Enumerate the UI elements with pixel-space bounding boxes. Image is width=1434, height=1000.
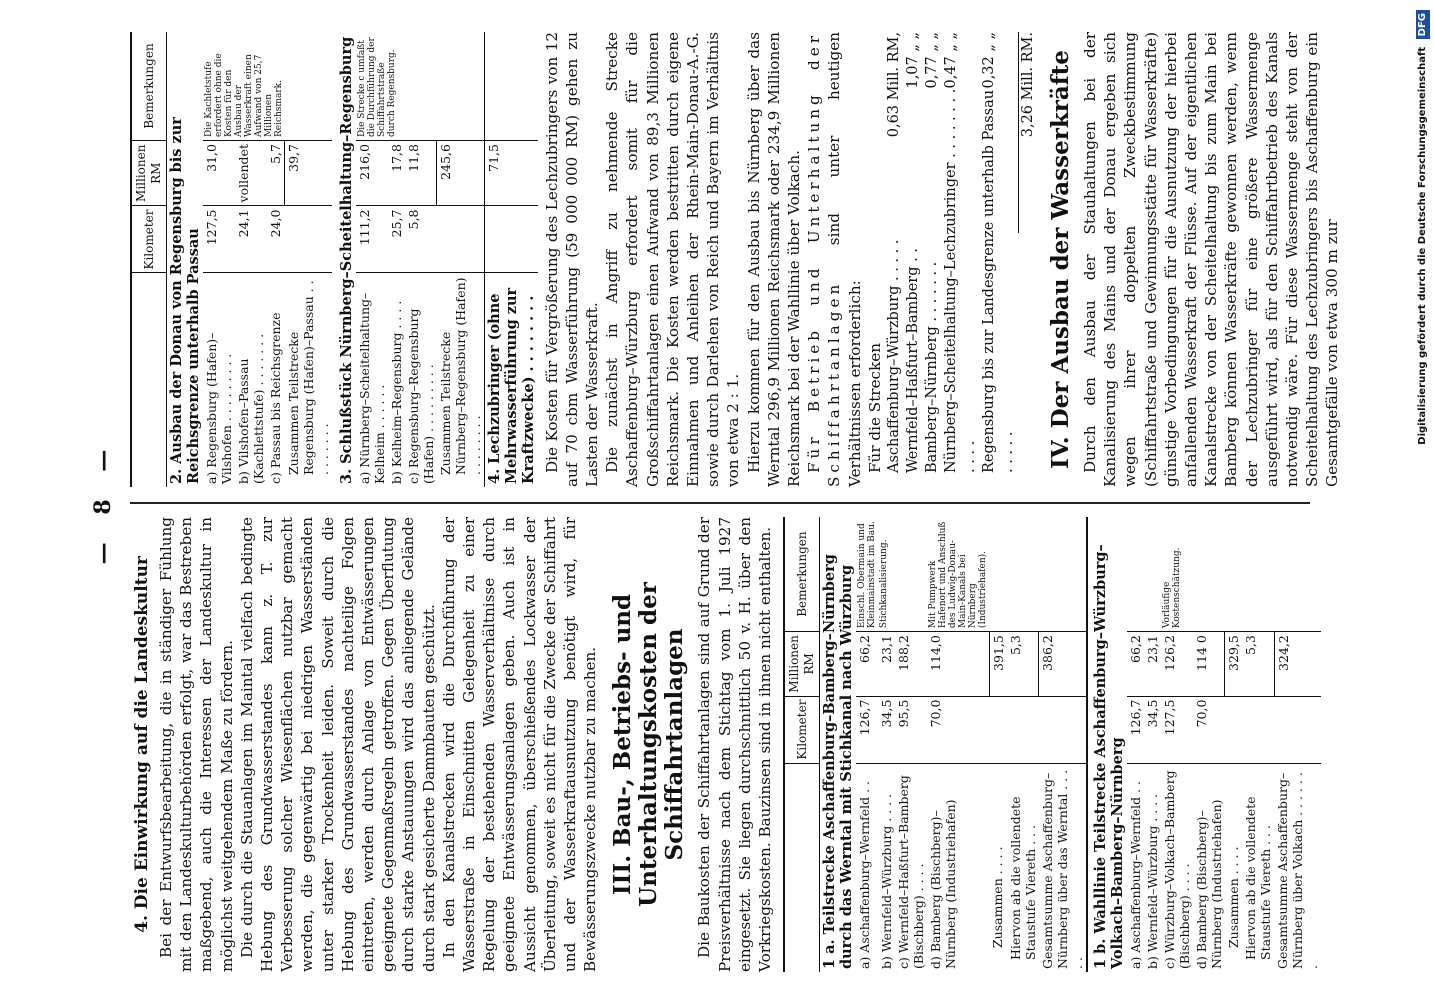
col-header-label	[784, 763, 820, 972]
cost-total: 3,26 Mill. RM.	[1018, 32, 1038, 233]
paragraph: Hierzu kommen für den Ausbau bis Nürnberg über das Werntal 296,9 Millionen Reichsmark oder 234,9 Millionen Reichsmark bei der Wahllinie über Volkach.	[744, 32, 803, 487]
row-mio: 5,7	[267, 141, 285, 206]
list-item-label: Nürnberg–Scheitelhaltung–Lechzubringer . . . . . . . . . . . .	[942, 88, 978, 473]
minus-label: Hiervon ab die vollendete Staustufe Viereth . . .	[1243, 796, 1274, 960]
sum-label: Zusammen . . . .	[1225, 846, 1241, 948]
row-mio: 11,8	[405, 141, 437, 206]
total-label: Gesamtsumme Aschaffenburg–Nürnberg über das Werntal . . . . .	[1039, 769, 1085, 969]
table-section-title: 1 b. Wahllinie Teilstrecke Aschaffenburg–Würzburg–Volkach–Bamberg–Nürnberg	[1087, 517, 1127, 972]
table-row-total	[1039, 517, 1087, 972]
total-label: Zusammen Teilstrecke Nürnberg–Regensburg (Hafen) . . . . . . . .	[437, 277, 483, 475]
row-label: b) Kelheim–Regensburg . . . .	[388, 300, 404, 484]
col-header-remarks: Bemerkungen	[784, 517, 820, 632]
list-item	[942, 32, 980, 473]
minus-value: 5,3	[1007, 632, 1039, 696]
row-label: c) Passau bis Reichsgrenze	[268, 312, 283, 484]
document-page	[90, 32, 1342, 972]
list-item	[885, 32, 904, 473]
table-row	[1127, 517, 1144, 972]
row-km: 34,5	[1144, 696, 1161, 763]
section-heading-landeskultur: 4. Die Einwirkung auf die Landeskultur	[132, 556, 152, 933]
row-label: a) Aschaffenburg–Wernfeld . .	[1127, 780, 1143, 969]
operating-cost-list	[885, 32, 1038, 487]
total-value: 245,6	[437, 141, 485, 206]
column-divider	[130, 502, 1310, 504]
table-row-minus	[1007, 517, 1039, 972]
row-mio: 188,2	[895, 632, 927, 696]
row-label: d) Bamberg (Bischberg)–Nürnberg (Industriehafen)	[928, 799, 959, 969]
table-section-title: 1 a. Teilstrecke Aschaffenburg–Bamberg–Nürnberg durch das Werntal mit Stichkanal nach Würzburg	[821, 554, 856, 969]
row-label: b) Wernfeld–Würzburg . . . .	[1144, 793, 1160, 969]
table-row	[356, 32, 388, 487]
row-mio: 114 0	[1193, 632, 1225, 696]
row-km: 126,7	[1127, 696, 1144, 763]
list-item-label: Regensburg bis zur Landesgrenze unterhalb Passau . . . . .	[980, 89, 1016, 473]
table-row-minus	[1242, 517, 1274, 972]
spaced-text: Für Betrieb und Unterhaltung der Schiffahrtanlagen	[805, 32, 844, 487]
row-mio: 23,1	[1144, 632, 1161, 696]
table-row	[927, 517, 989, 972]
sum-value: 329,5	[1225, 632, 1243, 696]
minus-value: 5,3	[1242, 632, 1274, 696]
section-heading-wasserkraefte: IV. Der Ausbau der Wasserkräfte	[1046, 50, 1074, 469]
col-header-label	[131, 273, 167, 487]
paragraph-rest: sind unter heutigen Verhältnissen erforderlich:	[825, 32, 864, 487]
cost-table-1a	[783, 517, 1321, 972]
row-label: a) Aschaffenburg–Wernfeld . .	[857, 780, 873, 969]
paragraph: In den Kanalstrecken wird die Durchführung der Wasserstraße in Einschnitten Gelegenheit zu einer Regelung der bestehenden Wasserverhältnisse durch geeignete Entwässerungsanlagen geben. Auch ist in Aussicht genommen, überschießendes Lockwasser der Überleitung, soweit es nicht für die Zwecke der Schiffahrt und der Wasserkraftausnutzung benötigt wird, für Bewässerungszwecke nutzbar zu machen.	[439, 517, 600, 972]
digitization-note-text: Digitalisierung gefördert durch die Deutsche Forschungsgemeinschaft	[1417, 46, 1428, 445]
table-row-sum	[1225, 517, 1243, 972]
digitization-note-text-wrap	[1412, 0, 1434, 1000]
row-km: 70,0	[927, 696, 989, 763]
row-remark	[895, 517, 927, 632]
sum-label: Zusammen . . . .	[990, 846, 1006, 948]
paragraph: Die Baukosten der Schiffahrtanlagen sind auf Grund der Preisverhältnisse nach dem Stichtag vom 1. Juli 1927 eingesetzt. Sie liegen durchschnittlich 50 v. H. über den Vorkriegskosten. Bauzinsen sind in ihnen nicht enthalten.	[695, 517, 775, 972]
table-row	[856, 517, 878, 972]
list-item	[904, 32, 923, 473]
col-header-remarks: Bemerkungen	[131, 32, 167, 141]
paragraph: Die zunächst in Angriff zu nehmende Strecke Aschaffenburg–Würzburg erfordert somit für die Großschiffahrtanlagen einen Aufwand von 89,3 Millionen Reichsmark. Die Kosten werden bestritten durch eigene Einnahmen und Anleihen der Rhein-Main-Donau-A.-G. sowie durch Darlehen von Reich und Bayern im Verhältnis von etwa 2 : 1.	[603, 32, 743, 487]
row-remark: Die Kachletstufe erfordert ohne die Kosten für den Ausbau der Wasserkraft einen Aufwand von 25,7 Millionen Reichsmark.	[203, 32, 332, 141]
dfg-logo: DFG	[1416, 10, 1430, 39]
row-label: a) Nürnberg–Scheitelhaltung–Kelheim . . . . . .	[356, 292, 387, 484]
row-mio: 31,0	[203, 141, 235, 206]
list-item-value: 0,77 „ „	[923, 32, 940, 89]
row-remark: Stichkanalisierung.	[878, 517, 895, 632]
sum-value: 391,5	[989, 632, 1007, 696]
paragraph: Die Kosten für Vergrößerung des Lechzubringers von 12 auf 70 cbm Wasserführung (59 000 000 RM) gehen zu Lasten der Wasserkraft.	[542, 32, 601, 487]
list-item	[923, 32, 942, 473]
row-km: 24,0	[267, 206, 285, 273]
row-remark	[1144, 517, 1161, 632]
paragraph: Durch den Ausbau der Stauhaltungen bei der Kanalisierung des Mains und der Donau ergeben sich wegen ihrer doppelten Zweckbestimmung (Schiffahrtstraße und Gewinnungsstätte für Wasserkräfte) günstige Vorbedingungen für die Ausnutzung der hierbei anfallenden Wasserkraft der Flüsse. Auf der eigentlichen Kanalstrecke von der Scheitelhaltung bis zum Main bei Bamberg können Wasserkräfte gewonnen werden, wenn der Lechzubringer für eine größere Wassermenge ausgeführt wird, als für den Schiffahrtbetrieb des Kanals notwendig wäre. Für diese Wassermenge steht von der Scheitelhaltung des Lechzubringers bis Aschaffenburg ein Gesamtgefälle von etwa 300 m zur	[1080, 32, 1342, 487]
row-mio: 23,1	[878, 632, 895, 696]
table-row	[1193, 517, 1225, 972]
list-item-value: 0,63 Mill. RM,	[885, 32, 902, 138]
paragraph: Die durch die Stauanlagen im Maintal vielfach bedingte Hebung des Grundwasserstandes kann z. T. zur Verbesserung solcher Wiesenflächen nutzbar gemacht werden, die gegenwärtig bei niedrigen Wasserständen unter starker Trockenheit leiden. Soweit durch die Hebung des Grundwasserstandes nachteilige Folgen eintreten, werden durch Anlage von Entwässerungen geeignete Gegenmaßregeln getroffen. Gegen Überflutung durch starke Anstauungen wird das anliegende Gelände durch stark gesicherte Dammbauten geschützt.	[237, 517, 438, 972]
minus-label: Hiervon ab die vollendete Staustufe Viereth . . .	[1007, 796, 1038, 960]
row-label: a) Regensburg (Hafen)–Vilshofen . . . . . . . . .	[204, 332, 234, 484]
row-remark	[1127, 517, 1144, 632]
total-label: Zusammen Teilstrecke Regensburg (Hafen)–Passau . . . . . . . . .	[285, 280, 331, 475]
paragraph: Für die Strecken	[865, 342, 884, 473]
list-item-value: 0,47 „ „	[942, 32, 959, 89]
table-row	[1161, 517, 1193, 972]
col-header-mio: Millionen RM	[784, 632, 820, 696]
list-item-value: 1,07 „ „	[904, 32, 921, 89]
list-item-label: Aschaffenburg–Würzburg . . . . .	[885, 239, 902, 473]
total-value: 386,2	[1039, 632, 1087, 696]
row-km: 127,5	[1161, 696, 1193, 763]
section-heading-baukosten: III. Bau-, Betriebs- und Unterhaltungskosten der Schiffahrtanlagen	[609, 582, 689, 907]
table-row	[895, 517, 927, 972]
row-label: 4. Lechzubringer (ohne Mehrwasserführung zur Kraftzwecke) . . . . . . . .	[484, 273, 538, 487]
table-section-title: 3. Schlußstück Nürnberg–Scheitelhaltung–Regensburg	[337, 36, 355, 484]
list-item	[980, 32, 1018, 473]
paragraph	[804, 32, 865, 487]
left-column	[130, 517, 1321, 972]
list-item-label: Wernfeld–Haßfurt–Bamberg . .	[904, 248, 921, 473]
col-header-mio: Millionen RM	[131, 141, 167, 206]
row-remark: Die Strecke c umfaßt die Durchführung der Schiffahrtstraße durch Regensburg.	[356, 32, 485, 141]
row-remark	[1193, 517, 1225, 632]
paragraph: Bei der Entwurfsbearbeitung, die in ständiger Fühlung mit den Landeskulturbehörden erfolgt, war das Bestreben maßgebend, auch die Interessen der Landeskultur in möglichst weitgehendem Maße zu fördern.	[157, 517, 236, 972]
list-item-label: Bamberg–Nürnberg . . . . . . .	[923, 261, 940, 473]
row-remark: Mit Pumpwerk Hafenort und Anschluß des Ludwig-Donau-Main-Kanals bei Nürnberg (Industriehafen).	[927, 517, 989, 632]
table-row-total	[1274, 517, 1321, 972]
row-label: b) Wernfeld–Würzburg . . . .	[879, 793, 895, 969]
total-value: 324,2	[1274, 632, 1321, 696]
row-mio: 17,8	[388, 141, 405, 206]
row-mio: 126,2	[1161, 632, 1193, 696]
total-label: Gesamtsumme Aschaffenburg–Nürnberg über Volkach . . . . . . .	[1275, 772, 1321, 969]
table-row	[203, 32, 235, 487]
row-km: 24,1	[235, 206, 267, 273]
table-row	[1144, 517, 1161, 972]
row-mio: 66,2	[1127, 632, 1144, 696]
row-remark: Vorläufige Kostenschätzung.	[1161, 517, 1193, 632]
row-km: 95,5	[895, 696, 927, 763]
row-label: c) Würzburg–Volkach–Bamberg (Bischberg) . . . .	[1161, 770, 1192, 969]
row-km: 111,2	[356, 206, 388, 273]
table-row	[878, 517, 895, 972]
table-section-title: 2. Ausbau der Donau von Regensburg bis zur Reichsgrenze unterhalb Passau	[168, 117, 202, 484]
row-km: 126,7	[856, 696, 878, 763]
row-label: b) Vilshofen–Passau (Kachlettstufe) . . . . . . .	[236, 333, 266, 484]
total-value: 39,7	[285, 141, 332, 206]
row-mio: 114,0	[927, 632, 989, 696]
list-item-value: 0,32 „ „	[980, 32, 997, 89]
row-km: 70,0	[1193, 696, 1225, 763]
row-label: c) Regensburg–Regensburg (Hafen) . . . . . . . . .	[405, 308, 436, 484]
row-km: 34,5	[878, 696, 895, 763]
row-km: 5,8	[405, 206, 437, 273]
digitization-note	[1412, 0, 1434, 1000]
page-number: — 8 —	[90, 439, 116, 565]
row-mio: 66,2	[856, 632, 878, 696]
table-row-lech	[484, 32, 538, 487]
row-label: c) Wernfeld–Haßfurt–Bamberg (Bischberg) . . . .	[896, 775, 927, 969]
row-mio: vollendet	[235, 141, 267, 206]
row-km: 127,5	[203, 206, 235, 273]
cost-table-donau	[130, 32, 538, 487]
row-mio: 71,5	[484, 141, 538, 206]
col-header-km: Kilometer	[784, 696, 820, 763]
row-remark: Einschl. Obermain und Kleinmainstadt im Bau.	[856, 517, 878, 632]
row-km: 25,7	[388, 206, 405, 273]
right-column	[130, 32, 1342, 487]
table-row-sum	[989, 517, 1007, 972]
row-mio: 216,0	[356, 141, 388, 206]
row-label: d) Bamberg (Bischberg)–Nürnberg (Industriehafen)	[1193, 799, 1224, 969]
col-header-km: Kilometer	[131, 206, 167, 273]
